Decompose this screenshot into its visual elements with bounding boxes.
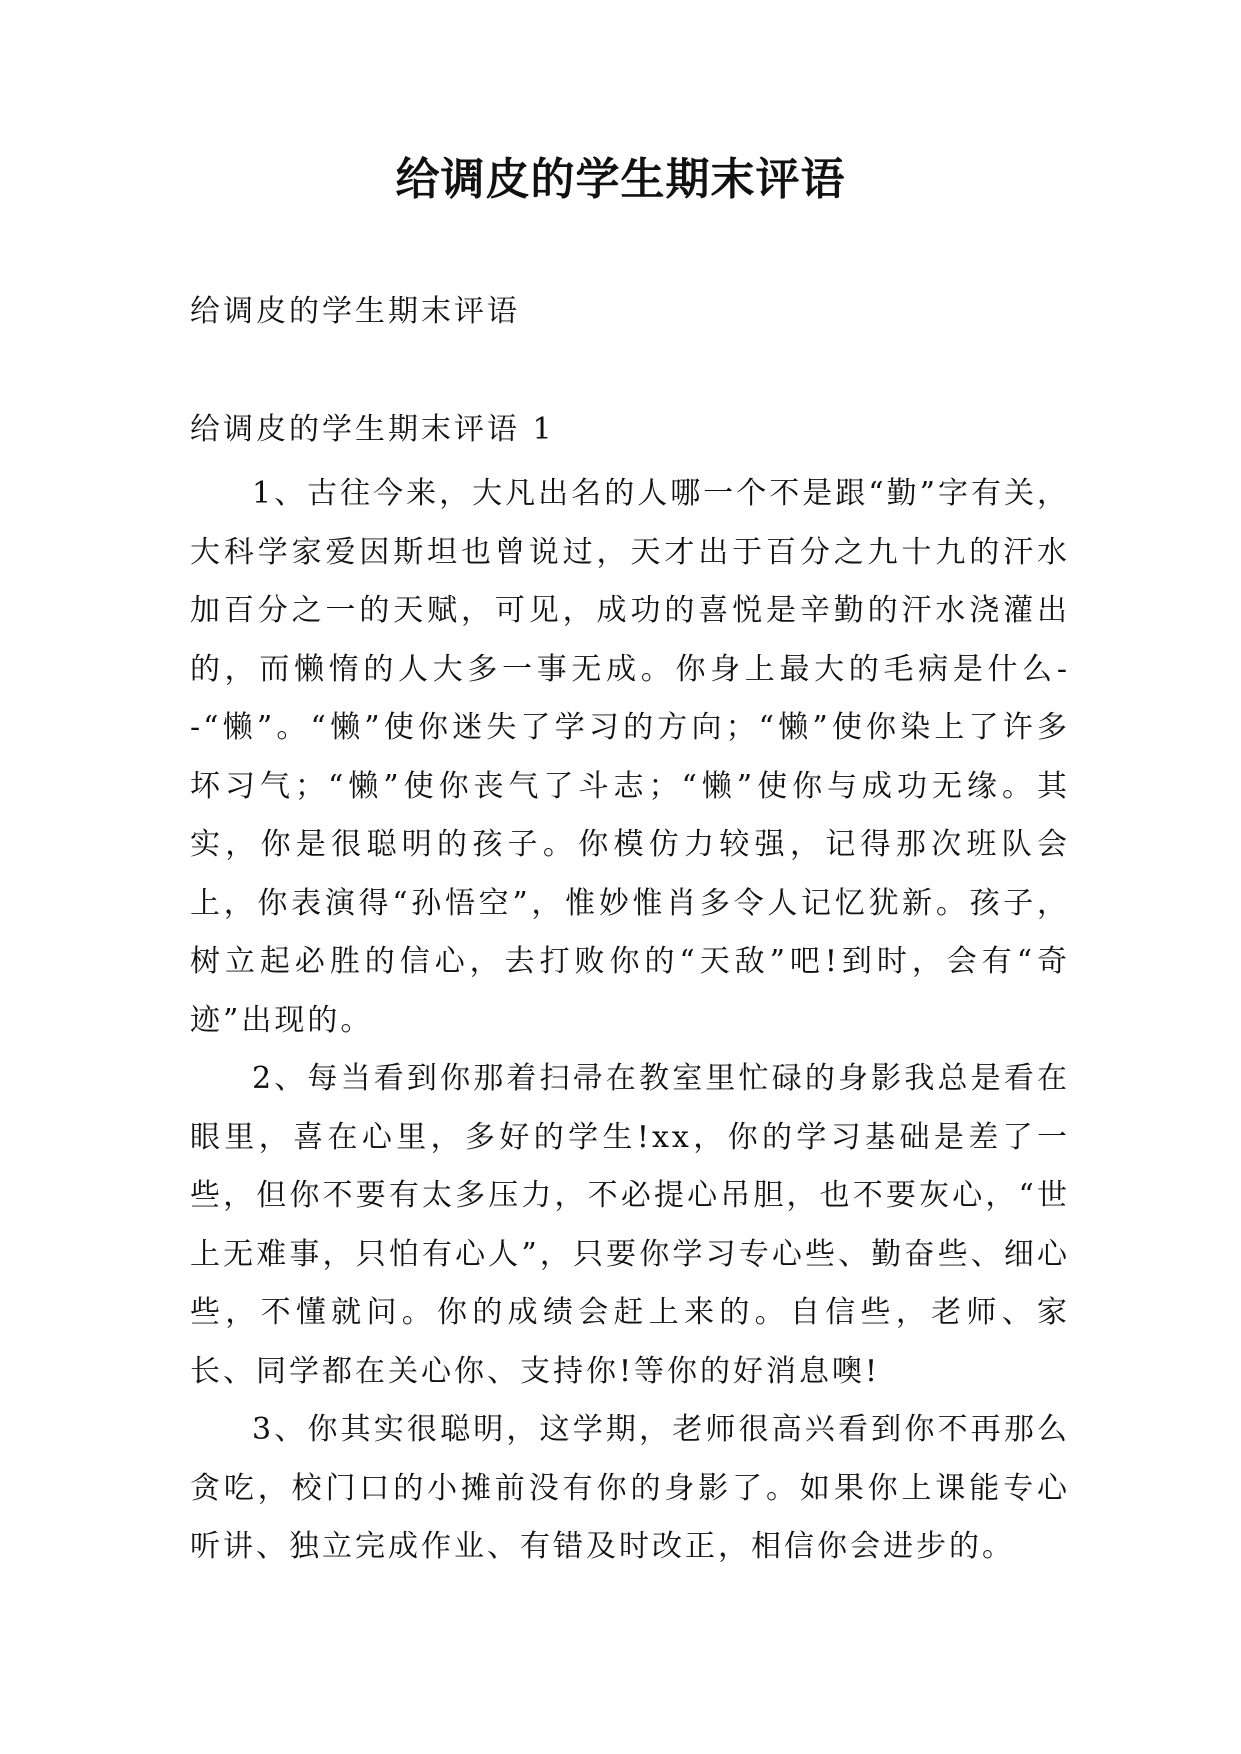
section-heading: 给调皮的学生期末评语 1	[190, 412, 555, 447]
paragraph-2: 2、每当看到你那着扫帚在教室里忙碌的身影我总是看在眼里，喜在心里，多好的学生!xx，你的学习基础是差了一些，但你不要有太多压力，不必提心吊胆，也不要灰心，“世上无难事，只怕有心人”，只要你学习专心些、勤奋些、细心些，不懂就问。你的成绩会赶上来的。自信些，老师、家长、同学都在关心你、支持你!等你的好消息噢!	[190, 1061, 1070, 1389]
paragraph-1: 1、古往今来，大凡出名的人哪一个不是跟“勤”字有关，大科学家爱因斯坦也曾说过，天才出于百分之九十九的汗水加百分之一的天赋，可见，成功的喜悦是辛勤的汗水浇灌出的，而懒惰的人大多一事无成。你身上最大的毛病是什么--“懒”。“懒”使你迷失了学习的方向；“懒”使你染上了许多坏习气；“懒”使你丧气了斗志；“懒”使你与成功无缘。其实，你是很聪明的孩子。你模仿力较强，记得那次班队会上，你表演得“孙悟空”，惟妙惟肖多令人记忆犹新。孩子，树立起必胜的信心，去打败你的“天敌”吧!到时，会有“奇迹”出现的。	[190, 476, 1070, 1038]
document-title: 给调皮的学生期末评语	[395, 154, 846, 205]
document-subtitle: 给调皮的学生期末评语	[190, 294, 520, 329]
body-text	[190, 465, 1070, 1577]
paragraph-3: 3、你其实很聪明，这学期，老师很高兴看到你不再那么贪吃，校门口的小摊前没有你的身影了。如果你上课能专心听讲、独立完成作业、有错及时改正，相信你会进步的。	[190, 1412, 1070, 1564]
